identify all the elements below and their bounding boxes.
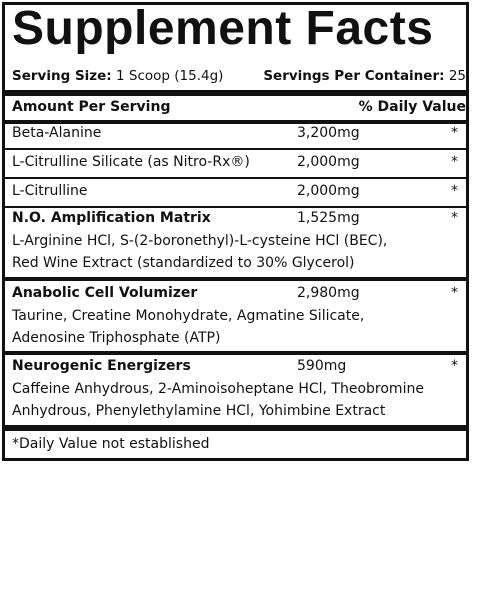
column-header	[12, 99, 466, 115]
blend-dv: *	[451, 285, 458, 301]
ingredient-dv: *	[451, 183, 458, 199]
divider	[5, 90, 466, 96]
panel-title: Supplement Facts	[12, 2, 434, 55]
serving-size: Serving Size: 1 Scoop (15.4g)	[12, 68, 224, 84]
ingredient-dv: *	[451, 125, 458, 141]
supplement-facts-panel	[2, 2, 469, 461]
blend-amount: 590mg	[297, 358, 347, 374]
ingredient-name: L-Citrulline	[12, 183, 88, 199]
blend-name: Anabolic Cell Volumizer	[12, 285, 198, 301]
divider	[5, 177, 466, 179]
blend-ingredients: Caffeine Anhydrous, 2-Aminoisoheptane HCl, Theobromine	[12, 381, 424, 397]
blend-amount: 2,980mg	[297, 285, 360, 301]
blend-ingredients: Adenosine Triphosphate (ATP)	[12, 330, 221, 346]
ingredient-name: Beta-Alanine	[12, 125, 102, 141]
footnote: *Daily Value not established	[12, 436, 210, 452]
divider	[5, 425, 466, 431]
ingredient-amount: 3,200mg	[297, 125, 360, 141]
divider	[5, 351, 466, 355]
blend-dv: *	[451, 358, 458, 374]
blend-name: N.O. Amplification Matrix	[12, 210, 211, 226]
blend-ingredients: L-Arginine HCl, S-(2-boronethyl)-L-cysteine HCl (BEC),	[12, 233, 388, 249]
ingredient-amount: 2,000mg	[297, 183, 360, 199]
divider	[5, 148, 466, 150]
blend-ingredients: Red Wine Extract (standardized to 30% Glycerol)	[12, 255, 355, 271]
divider	[5, 277, 466, 281]
servings-per-container: Servings Per Container: 25	[263, 68, 466, 84]
ingredient-name: L-Citrulline Silicate (as Nitro-Rx®)	[12, 154, 250, 170]
blend-ingredients: Taurine, Creatine Monohydrate, Agmatine Silicate,	[12, 308, 365, 324]
serving-info	[12, 68, 466, 90]
blend-name: Neurogenic Energizers	[12, 358, 191, 374]
dv-header: % Daily Value	[358, 99, 466, 115]
blend-ingredients: Anhydrous, Phenylethylamine HCl, Yohimbine Extract	[12, 403, 386, 419]
ingredient-dv: *	[451, 154, 458, 170]
ingredient-amount: 2,000mg	[297, 154, 360, 170]
amount-header: Amount Per Serving	[12, 99, 171, 115]
divider	[5, 206, 466, 208]
divider	[5, 120, 466, 124]
blend-dv: *	[451, 210, 458, 226]
blend-amount: 1,525mg	[297, 210, 360, 226]
